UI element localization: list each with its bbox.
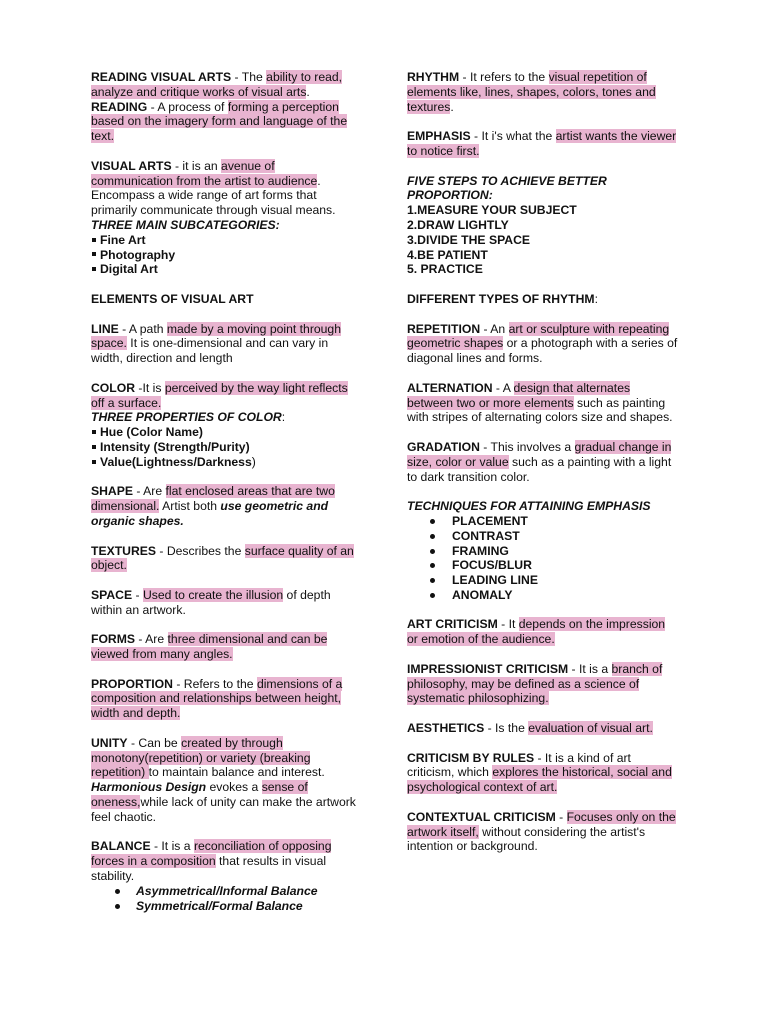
techniques-heading: TECHNIQUES FOR ATTAINING EMPHASIS xyxy=(407,499,651,514)
balance-def: BALANCE - It is a reconciliation of opposing forces in a composition that results in visual stability. xyxy=(91,839,332,884)
bullet-icon xyxy=(430,519,435,524)
bullet-icon xyxy=(430,563,435,568)
square-bullet-icon xyxy=(92,445,96,449)
alternation-def: ALTERNATION - A design that alternates between two or more elements such as painting with stripes of alternating colors size and shapes. xyxy=(407,380,673,425)
step-item: 4.BE PATIENT xyxy=(407,247,488,262)
proportion-def: PROPORTION - Refers to the dimensions of a composition and relationships between height, width and depth. xyxy=(91,676,343,721)
bullet-icon xyxy=(115,889,120,894)
bullet-icon xyxy=(430,549,435,554)
space-def: SPACE - Used to create the illusion of depth within an artwork. xyxy=(91,587,331,617)
contextual-criticism-def: CONTEXTUAL CRITICISM - Focuses only on the artwork itself, without considering the artist's intention or background. xyxy=(407,809,676,854)
color-prop-item: Intensity (Strength/Purity) xyxy=(91,440,359,455)
gradation-def: GRADATION - This involves a gradual change in size, color or value such as a painting with a light to dark transition color. xyxy=(407,439,672,484)
criticism-by-rules-def: CRITICISM BY RULES - It is a kind of art criticism, which explores the historical, social and psychological context of art. xyxy=(407,750,672,795)
square-bullet-icon xyxy=(92,460,96,464)
technique-item: CONTRAST xyxy=(407,529,679,544)
square-bullet-icon xyxy=(92,252,96,256)
subcategory-item: Fine Art xyxy=(91,233,359,248)
step-item: 2.DRAW LIGHTLY xyxy=(407,217,509,232)
technique-item: ANOMALY xyxy=(407,588,679,603)
elements-heading: ELEMENTS OF VISUAL ART xyxy=(91,291,254,306)
technique-item: FOCUS/BLUR xyxy=(407,558,679,573)
line-def: LINE - A path made by a moving point through space. It is one-dimensional and can vary in width, direction and length xyxy=(91,321,341,366)
color-props-heading: THREE PROPERTIES OF COLOR: xyxy=(91,410,286,425)
aesthetics-def: AESTHETICS - Is the evaluation of visual art. xyxy=(407,721,653,736)
right-column xyxy=(407,70,679,854)
unity-def: UNITY - Can be created by through monotony(repetition) or variety (breaking repetition) to maintain balance and interest. Harmonious Design evokes a sense of oneness,while lack of unity can make the artwork feel chaotic. xyxy=(91,735,356,824)
repetition-def: REPETITION - An art or sculpture with repeating geometric shapes or a photograph with a series of diagonal lines and forms. xyxy=(407,321,678,366)
color-prop-item: Hue (Color Name) xyxy=(91,425,359,440)
emphasis-def: EMPHASIS - It i's what the artist wants the viewer to notice first. xyxy=(407,129,677,158)
shape-def: SHAPE - Are flat enclosed areas that are two dimensional. Artist both use geometric and organic shapes. xyxy=(91,484,335,528)
color-prop-item: Value(Lightness/Darkness) xyxy=(91,455,359,470)
color-def: COLOR -It is perceived by the way light reflects off a surface. xyxy=(91,380,348,410)
visual-arts-def: VISUAL ARTS - it is an avenue of communication from the artist to audience. Encompass a wide range of art forms that primarily communicate through visual means. xyxy=(91,158,336,218)
left-column xyxy=(91,70,359,913)
technique-item: PLACEMENT xyxy=(407,514,679,529)
subcategory-item: Digital Art xyxy=(91,262,359,277)
bullet-icon xyxy=(115,904,120,909)
subcategory-item: Photography xyxy=(91,248,359,263)
square-bullet-icon xyxy=(92,267,96,271)
step-item: 3.DIVIDE THE SPACE xyxy=(407,232,531,247)
square-bullet-icon xyxy=(92,430,96,434)
bullet-icon xyxy=(430,593,435,598)
balance-item: Asymmetrical/Informal Balance xyxy=(91,884,359,899)
subcategories-heading: THREE MAIN SUBCATEGORIES: xyxy=(91,217,280,232)
textures-def: TEXTURES - Describes the surface quality of an object. xyxy=(91,543,354,573)
bullet-icon xyxy=(430,578,435,583)
forms-def: FORMS - Are three dimensional and can be viewed from many angles. xyxy=(91,632,328,662)
rhythm-def: RHYTHM - It refers to the visual repetition of elements like, lines, shapes, colors, tones and textures. xyxy=(407,70,656,114)
balance-item: Symmetrical/Formal Balance xyxy=(91,899,359,914)
square-bullet-icon xyxy=(92,238,96,242)
reading-visual-arts-def: READING VISUAL ARTS - The ability to read, analyze and critique works of visual arts. xyxy=(91,70,343,99)
art-criticism-def: ART CRITICISM - It depends on the impression or emotion of the audience. xyxy=(407,617,666,647)
impressionist-criticism-def: IMPRESSIONIST CRITICISM - It is a branch of philosophy, may be defined as a science of systematic philosophizing. xyxy=(407,661,663,706)
bullet-icon xyxy=(430,534,435,539)
step-item: 1.MEASURE YOUR SUBJECT xyxy=(407,203,577,218)
five-steps-heading: FIVE STEPS TO ACHIEVE BETTER PROPORTION: xyxy=(407,173,607,203)
reading-def: READING - A process of forming a perception based on the imagery form and language of the text. xyxy=(91,99,348,144)
technique-item: FRAMING xyxy=(407,544,679,559)
step-item: 5. PRACTICE xyxy=(407,262,483,277)
technique-item: LEADING LINE xyxy=(407,573,679,588)
rhythm-types-heading: DIFFERENT TYPES OF RHYTHM: xyxy=(407,291,598,306)
